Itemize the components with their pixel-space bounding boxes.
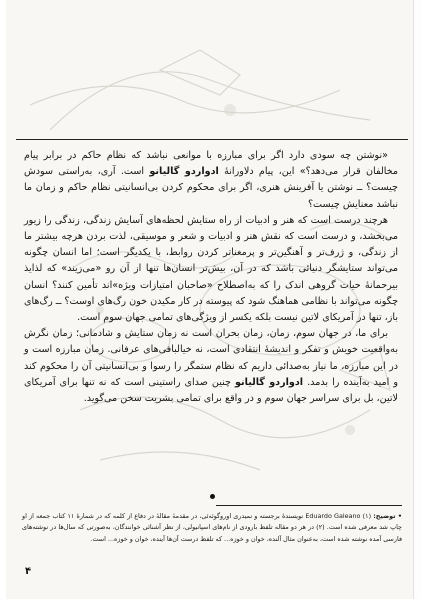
paragraph-3-text-a: برای ما، در جهان سوم، زمان، زمان بحران است نه زمان ستایش و شادمانی؛ زمان نگرش به‌واقعیت خویش و تفکر و اندیشهٔ انتقادی است، نه خیالبافی‌های عرفانی. زمان مبارزه است و در این مبارزه، ما نیاز به‌صدائی داریم که نظام ستمگر را رسوا و بی‌انسانیتی آن را محکوم کند و امید به‌آینده را بدمد. bbox=[24, 328, 398, 388]
page-number: ۴ bbox=[25, 566, 32, 577]
author-name: ادواردو گالیانو bbox=[234, 376, 304, 388]
paragraph-3-text-b: چنین صدای راستینی است که نه تنها برای آمریکای لاتین، بل برای سراسر جهان سوم و در واقع برای تمامی بشریت سخن می‌گوید. bbox=[24, 376, 398, 405]
footnote bbox=[22, 511, 402, 545]
paragraph-1-text-a: «نوشتن چه سودی دارد اگر برای مبارزه با موانعی نباشد که نظام حاکم در برابر پیام مخالفان قرار می‌دهد؟» این، پیام دلاورانهٔ bbox=[24, 150, 399, 178]
paragraph-1 bbox=[24, 148, 398, 213]
paragraph-1-text-b: است. آری، به‌راستی سودش چیست؟ ــ نوشتن یا آفرینش هنری، اگر برای محکوم کردن بی‌انسانیتی نظام حاکم و زمان ما نباشد معنایش چیست؟ bbox=[24, 166, 398, 210]
section-end-bullet bbox=[210, 494, 215, 499]
footnote-divider bbox=[216, 505, 402, 506]
paragraph-3 bbox=[24, 326, 398, 407]
footnote-text: (۱) Eduardo Galeano نویسندهٔ برجسته و نمیدری اوروگوئه‌ئی، در مقدمهٔ مقالهٔ در دفاع از کلمه که در شمارهٔ ۱۱ کتاب جمعه از او چاپ شد معرفی شده است. (۲) در هر دو مقاله تلفظ بارودی از نام‌های اسپانیولی، از نظر آشنائی خوانندگان، به‌صورتی که سال‌ها در نوشته‌های فارسی آمده نوشته شده است، به‌عنوان مثال آلنده، خوان و خوزه... که تلفظ درست آن‌ها آینده، خوان و خوزه... است. bbox=[22, 512, 402, 543]
scan-edge-right bbox=[413, 0, 421, 599]
paragraph-2: هرچند درست است که هنر و ادبیات از راه ستایش لحظه‌های آسایش زندگی، زندگی را زیور می‌بخشد، و درست است که نقش هنر و ادبیات و شعر و موسیقی، لذت بردن هرچه بیشتر ما از زندگی، و ژرف‌تر و آهنگین‌تر و پرمعناتر کردن روابط، با یکدیگر است؛ اما انسان چگونه می‌تواند ستایشگر دنیائی باشد که در آن، بیش‌تر انسان‌ها تنها از آن رو «می‌زیند» که لذایذ بیرحمانهٔ حیات گروهی اندک را که به‌اصطلاح «صاحبان امتیازات ویژه»اند تأمین کنند؟ انسان چگونه می‌تواند با نظامی هماهنگ شود که پیوسته در کار مکیدن خون رگ‌های اوست؟ ــ رگ‌های باز، تنها در آمریکای لاتین نیست بلکه یکسر از ویژگی‌های تمامی جهان سوم است. bbox=[24, 214, 398, 324]
scan-edge-left bbox=[0, 0, 6, 599]
header-divider bbox=[16, 139, 408, 140]
author-name: ادواردو گالیانو bbox=[149, 166, 219, 178]
article-body bbox=[24, 148, 398, 407]
footnote-label: • توضیح: bbox=[373, 512, 403, 520]
